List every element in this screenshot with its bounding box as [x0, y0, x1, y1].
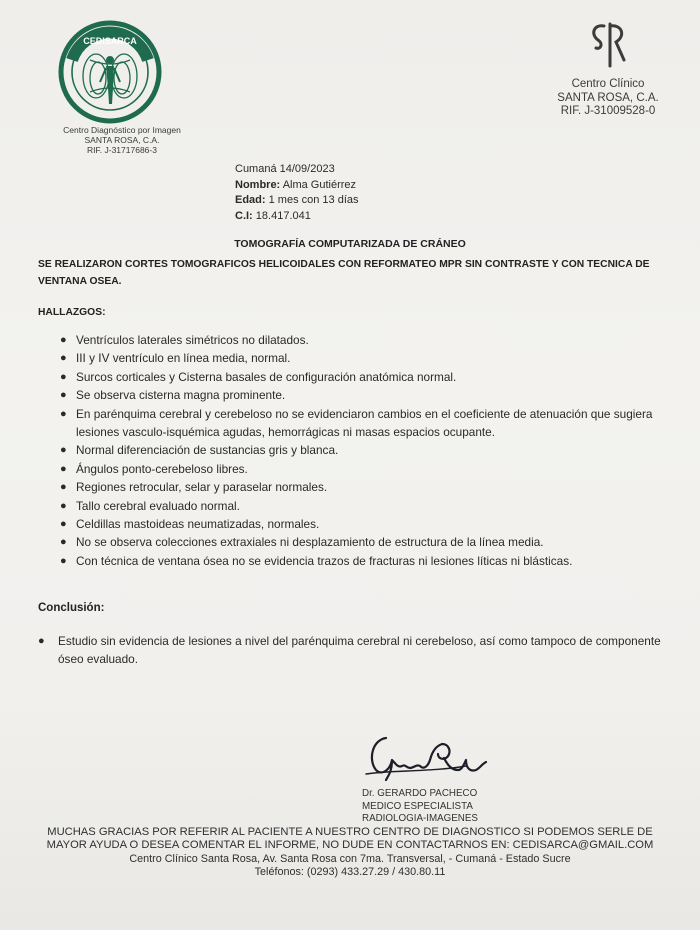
patient-info	[235, 162, 359, 224]
finding-text: III y IV ventrículo en línea media, normal.	[76, 351, 291, 366]
age-label: Edad:	[235, 194, 266, 206]
footer-contact: MAYOR AYUDA O DESEA COMENTAR EL INFORME, NO DUDE EN CONTACTARNOS EN: CEDISARCA@GMAIL.COM	[46, 839, 654, 852]
doctor-name: Dr. GERARDO PACHECO	[362, 788, 478, 799]
doctor-specialty: RADIOLOGIA-IMAGENES	[362, 813, 478, 824]
finding-item	[38, 460, 668, 478]
finding-item	[38, 331, 668, 349]
technique-description: SE REALIZARON CORTES TOMOGRAFICOS HELICOIDALES CON REFORMATEO MPR SIN CONTRASTE Y CON TECNICA DE VENTANA OSEA.	[38, 259, 650, 287]
finding-item	[38, 478, 668, 496]
finding-text: Se observa cisterna magna prominente.	[76, 388, 286, 403]
bullet-icon: ●	[60, 334, 67, 346]
patient-name: Alma Gutiérrez	[282, 178, 357, 191]
finding-item	[38, 368, 668, 386]
bullet-icon: ●	[38, 635, 45, 647]
patient-age-row	[235, 193, 359, 209]
footer	[0, 826, 700, 879]
left-clinic-caption	[52, 125, 192, 155]
ci-label: C.I:	[235, 209, 253, 222]
conclusion-item	[38, 632, 678, 669]
right-clinic-company: SANTA ROSA, C.A.	[557, 91, 659, 104]
right-clinic-caption	[540, 78, 676, 119]
finding-text: Tallo cerebral evaluado normal.	[76, 498, 240, 513]
finding-text: Ventrículos laterales simétricos no dilatados.	[76, 333, 309, 347]
patient-ci-row	[235, 209, 359, 225]
doctor-block	[362, 788, 478, 826]
left-clinic-company: SANTA ROSA, C.A.	[84, 135, 160, 145]
left-clinic-rif: RIF. J-31717686-3	[87, 145, 157, 155]
bullet-icon: ●	[60, 462, 67, 475]
footer-thanks: MUCHAS GRACIAS POR REFERIR AL PACIENTE A NUESTRO CENTRO DE DIAGNOSTICO SI PODEMOS SERLE DE	[47, 826, 653, 838]
bullet-icon: ●	[60, 352, 67, 365]
bullet-icon: ●	[60, 444, 67, 457]
santa-rosa-logo	[586, 20, 628, 72]
findings-list	[38, 331, 668, 570]
bullet-icon: ●	[60, 518, 67, 531]
bullet-icon: ●	[60, 407, 67, 420]
footer-address: Centro Clínico Santa Rosa, Av. Santa Rosa con 7ma. Transversal, - Cumaná - Estado Sucre	[129, 852, 571, 865]
finding-text: Surcos corticales y Cisterna basales de configuración anatómica normal.	[76, 369, 457, 384]
finding-text: No se observa colecciones extraxiales ni desplazamiento de estructura de la línea media.	[76, 535, 544, 550]
cedisarca-logo	[58, 20, 162, 124]
finding-item	[38, 405, 668, 442]
conclusion-text: Estudio sin evidencia de lesiones a nivel del parénquima cerebral ni cerebeloso, así como tampoco de componente óseo evaluado.	[58, 634, 661, 667]
finding-text: Regiones retrocular, selar y paraselar normales.	[76, 480, 328, 495]
finding-item	[38, 533, 668, 551]
report-date: Cumaná 14/09/2023	[235, 163, 335, 175]
finding-text: Con técnica de ventana ósea no se evidencia trazos de fracturas ni lesiones líticas ni blásticas.	[76, 553, 573, 568]
finding-item	[38, 349, 668, 367]
finding-item	[38, 441, 668, 459]
doctor-signature	[362, 730, 492, 782]
logo-ring-text: CEDISARCA	[83, 36, 137, 46]
right-clinic-name: Centro Clínico	[571, 78, 645, 90]
left-clinic-name: Centro Diagnóstico por Imagen	[63, 125, 181, 135]
right-clinic-rif: RIF. J-31009528-0	[560, 105, 656, 117]
bullet-icon: ●	[60, 536, 67, 549]
bullet-icon: ●	[60, 481, 67, 494]
patient-ci: 18.417.041	[255, 209, 311, 222]
bullet-icon: ●	[60, 370, 67, 383]
patient-age: 1 mes con 13 días	[268, 194, 359, 206]
finding-item	[38, 552, 668, 570]
bullet-icon: ●	[60, 554, 67, 567]
study-title: TOMOGRAFÍA COMPUTARIZADA DE CRÁNEO	[234, 238, 466, 250]
finding-text: Ángulos ponto-cerebeloso libres.	[76, 461, 248, 476]
bullet-icon: ●	[60, 499, 67, 512]
finding-item	[38, 515, 668, 533]
patient-name-row	[235, 178, 359, 194]
bullet-icon: ●	[60, 389, 67, 402]
finding-item	[38, 497, 668, 515]
finding-text: En parénquima cerebral y cerebeloso no se evidenciaron cambios en el coeficiente de atenuación que sugiera lesiones vasculo-isquémica agudas, hemorrágicas ni masas espacios ocupante.	[76, 406, 653, 440]
finding-item	[38, 386, 668, 404]
finding-text: Normal diferenciación de sustancias gris y blanca.	[76, 443, 339, 458]
doctor-title: MEDICO ESPECIALISTA	[362, 800, 473, 812]
findings-heading: HALLAZGOS:	[38, 307, 106, 318]
footer-phones: Teléfonos: (0293) 433.27.29 / 430.80.11	[254, 865, 446, 878]
conclusion-heading: Conclusión:	[38, 602, 105, 614]
finding-text: Celdillas mastoideas neumatizadas, normales.	[76, 517, 320, 532]
name-label: Nombre:	[235, 178, 281, 191]
